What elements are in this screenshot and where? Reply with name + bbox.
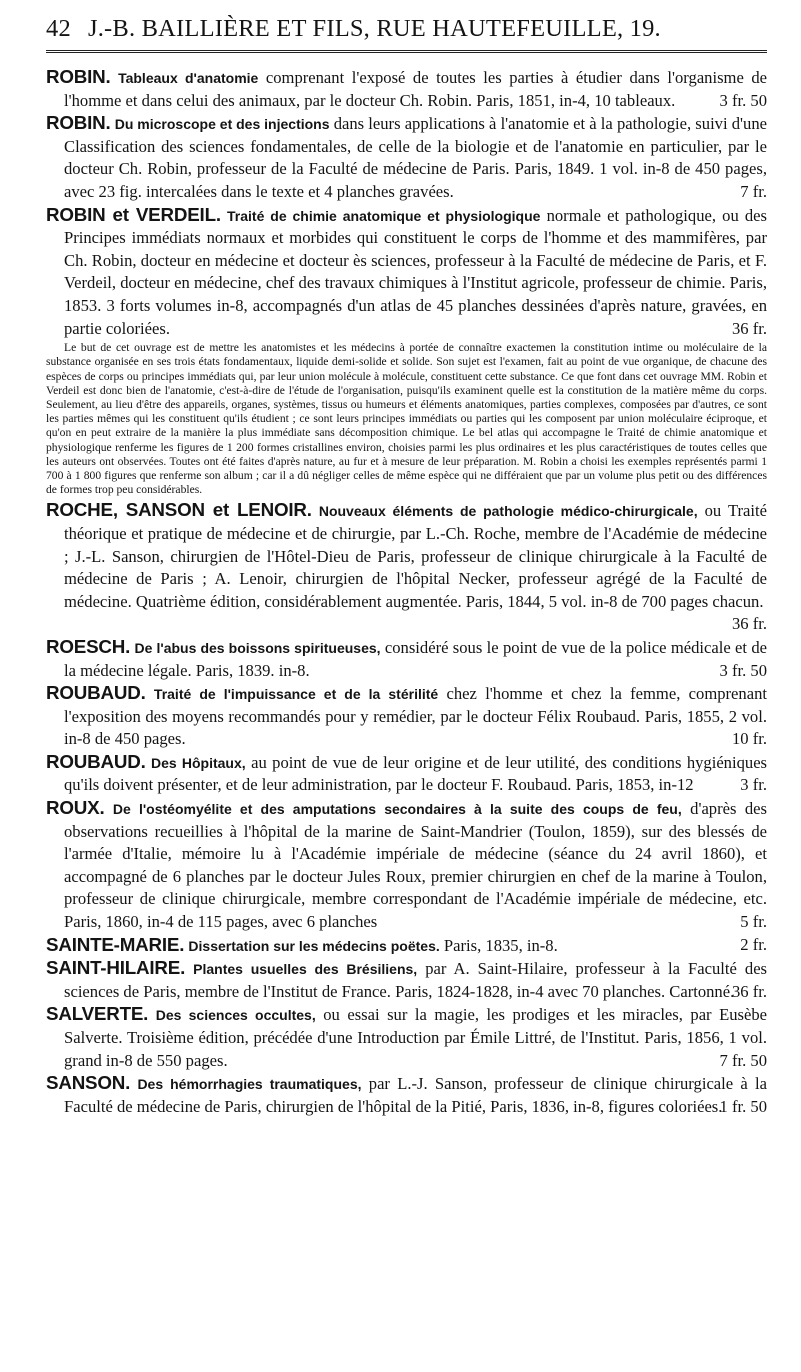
entry-title: Du microscope et des injections — [114, 116, 330, 133]
catalogue-entry — [46, 797, 767, 934]
catalogue-entry — [46, 751, 767, 797]
entry-text: ou essai sur la magie, les prodiges et les miracles, par Eusèbe Salverte. Troisième édition, précédée d'une Introduction par Émile Littré, de l'Institut. Paris, 1856, 1 vol. grand in-8 de 550 pages. — [64, 1005, 768, 1070]
catalogue-entry — [46, 1003, 767, 1072]
entry-author: SANSON. — [46, 1072, 131, 1094]
entry-author: ROUX. — [46, 797, 105, 819]
entry-author: SALVERTE. — [46, 1003, 149, 1025]
entry-title: Dissertation sur les médecins poëtes. — [188, 937, 440, 954]
entry-author: ROBIN. — [46, 112, 111, 134]
entry-text: Paris, 1835, in-8. — [443, 935, 558, 955]
catalogue-entry — [46, 957, 767, 1003]
catalogue-entries — [46, 66, 767, 1118]
entry-price: 3 fr. — [740, 775, 767, 795]
entry-price: 10 fr. — [731, 729, 767, 749]
entry-price: 5 fr. — [740, 912, 767, 932]
entry-text: par L.-J. Sanson, professeur de clinique chirurgicale à la Faculté de médecine de Paris, chirurgien de l'hôpital de la Pitié, Paris, 1836, in-8, figures coloriées. — [64, 1074, 767, 1116]
entry-author: ROCHE, SANSON et LENOIR. — [46, 499, 312, 521]
catalogue-entry — [46, 636, 767, 682]
entry-price: 36 fr. — [731, 614, 767, 634]
catalogue-entry — [46, 499, 767, 634]
entry-title: Des hémorrhagies traumatiques, — [137, 1076, 362, 1093]
catalogue-entry — [46, 112, 767, 203]
entry-price: 1 fr. 50 — [719, 1096, 767, 1116]
entry-price: 3 fr. 50 — [719, 660, 767, 680]
entry-author: SAINTE-MARIE. — [46, 933, 185, 955]
entry-text: ou Traité théorique et pratique de médecine et de chirurgie, par L.-Ch. Roche, membre de l'Académie de médecine ; J.-L. Sanson, chirurgien de l'Hôtel-Dieu de Paris, professeur de clinique chirurgicale à la Faculté de médecine de Paris ; A. Lenoir, chirurgien de l'hôpital Necker, professeur agrégé de la Faculté de médecine. Quatrième édition, considérablement augmentée. Paris, 1844, 5 vol. in-8 de 700 pages chacun. — [64, 501, 767, 611]
page-header — [46, 14, 767, 44]
entry-price: 36 fr. — [731, 981, 767, 1001]
entry-price: 7 fr. 50 — [719, 1050, 767, 1070]
entry-title: Traité de l'impuissance et de la stérilité — [153, 686, 439, 703]
entry-title: Tableaux d'anatomie — [118, 70, 259, 86]
header-rule — [46, 50, 767, 53]
entry-text: normale et pathologique, ou des Principes immédiats normaux et morbides qui constituent le corps de l'homme et des mammifères, par Ch. Robin, docteur en médecine et docteur ès sciences, professeur à la Faculté de médecine de Paris, et F. Verdeil, docteur en médecine, chef des travaux chimiques à l'Institut agricole, professeur de chimie. Paris, 1853. 3 forts volumes in-8, accompagnés d'un atlas de 45 planches dessinées d'après nature, gravées, en partie coloriées. — [64, 205, 768, 338]
page-number: 42 — [46, 15, 71, 42]
entry-author: ROESCH. — [46, 635, 131, 657]
catalogue-entry — [46, 934, 767, 958]
entry-text: par A. Saint-Hilaire, professeur à la Faculté des sciences de Paris, membre de l'Institut de France. Paris, 1824-1828, in-4 avec 70 planches. Cartonné. — [64, 959, 768, 1001]
catalogue-entry — [46, 682, 767, 751]
entry-price: 36 fr. — [731, 318, 767, 338]
catalogue-entry — [46, 66, 767, 112]
entry-text: considéré sous le point de vue de la police médicale et de la médecine légale. Paris, 1839. in-8. — [64, 637, 768, 680]
entry-price: 3 fr. 50 — [719, 90, 767, 110]
entry-title: De l'ostéomyélite et des amputations secondaires à la suite des coups de feu, — [112, 801, 682, 818]
entry-text: au point de vue de leur origine et de leur utilité, des conditions hygiéniques qu'ils doivent présenter, et de leur administration, par le docteur F. Roubaud. Paris, 1853, in-12 — [64, 752, 768, 795]
entry-author: ROUBAUD. — [46, 750, 146, 772]
entry-price: 7 fr. — [740, 181, 767, 201]
entry-title: Traité de chimie anatomique et physiologique — [227, 207, 541, 224]
entry-price: 2 fr. — [740, 934, 767, 954]
entry-title: Plantes usuelles des Brésiliens, — [193, 961, 418, 978]
entry-author: ROBIN. — [46, 66, 111, 87]
entry-title: De l'abus des boissons spiritueuses, — [134, 639, 381, 656]
catalogue-entry — [46, 1072, 767, 1118]
entry-author: SAINT-HILAIRE. — [46, 957, 186, 979]
entry-author: ROUBAUD. — [46, 682, 146, 704]
entry-title: Des sciences occultes, — [155, 1007, 316, 1024]
entry-note: Le but de cet ouvrage est de mettre les anatomistes et les médecins à portée de connaître exactemen la constitution intime ou moléculaire de la substance organisée en ses trois états fondamentaux, liquide demi-solide et solide. Son sujet est l'examen, fait au point de vue organique, de chacune des espèces de corps ou principes immédiats qui, par leur union molécule à molécule, constituent cette substance. Ce que font dans cet ouvrage MM. Robin et Verdeil est donc bien de l'anatomie, c'est-à-dire de l'étude de l'organisation, puisqu'ils examinent quelle est la constitution de la matière même du corps. Seulement, au lieu d'être des appareils, organes, systèmes, tissus ou humeurs et éléments anatomiques, parties complexes, composées par d'autres, ce sont les parties mêmes qui les constituent qu'ils étudient ; ce sont leurs principes immédiats ou parties qui les composent par union moléculaire éciproque, et qu'on en peut extraire de la manière la plus immédiate sans décomposition chimique. Le bel atlas qui accompagne le Traité de chimie anatomique et physiologique renferme les figures de 1 200 formes cristallines environ, choisies parmi les plus ordinaires et les plus caractéristiques de toutes celles que les auteurs ont observées. Toutes ont été faites d'après nature, au fur et à mesure de leur préparation. M. Robin a choisi les exemples représentés parmi 1 700 à 1 800 figures que renferme son album ; car il a dû négliger celles de même espèce qui ne différaient que par un volume plus petit ou des différences de formes trop peu considérables. — [46, 341, 767, 497]
entry-text: chez l'homme et chez la femme, comprenant l'exposition des moyens recommandés pour y remédier, par le docteur Félix Roubaud. Paris, 1855, 2 vol. in-8 de 450 pages. — [64, 684, 767, 749]
entry-text: comprenant l'exposé de toutes les parties à étudier dans l'organisme de l'homme et dans celui des animaux, par le docteur Ch. Robin. Paris, 1851, in-4, 10 tableaux. — [64, 68, 768, 110]
entry-text: d'après des observations recueillies à l'hôpital de la marine de Saint-Mandrier (Toulon, 1859), sur des blessés de l'armée d'Italie, mémoire lu à l'Académie impériale de médecine (séance du 24 avril 1860), et accompagné de 6 planches par le docteur Jules Roux, premier chirurgien en chef de la marine à Toulon, professeur de clinique chirurgicale, membre correspondant de l'Académie impériale de médecine, etc. Paris, 1860, in-4 de 115 pages, avec 6 planches — [64, 799, 767, 932]
entry-author: ROBIN et VERDEIL. — [46, 203, 221, 225]
entry-title: Des Hôpitaux, — [151, 754, 246, 771]
entry-text: dans leurs applications à l'anatomie et à la pathologie, suivi d'une Classification des sciences fondamentales, de celle de la biologie et de l'anatomie en particulier, par le docteur Ch. Robin, professeur de la Faculté de médecine de Paris. Paris, 1849. 1 vol. in-8 de 450 pages, avec 23 fig. intercalées dans le texte et 4 planches gravées. — [64, 114, 767, 201]
entry-title: Nouveaux éléments de pathologie médico-chirurgicale, — [318, 503, 698, 520]
catalogue-entry — [46, 204, 767, 341]
running-head: J.-B. BAILLIÈRE ET FILS, RUE HAUTEFEUILLE, 19. — [88, 15, 661, 42]
